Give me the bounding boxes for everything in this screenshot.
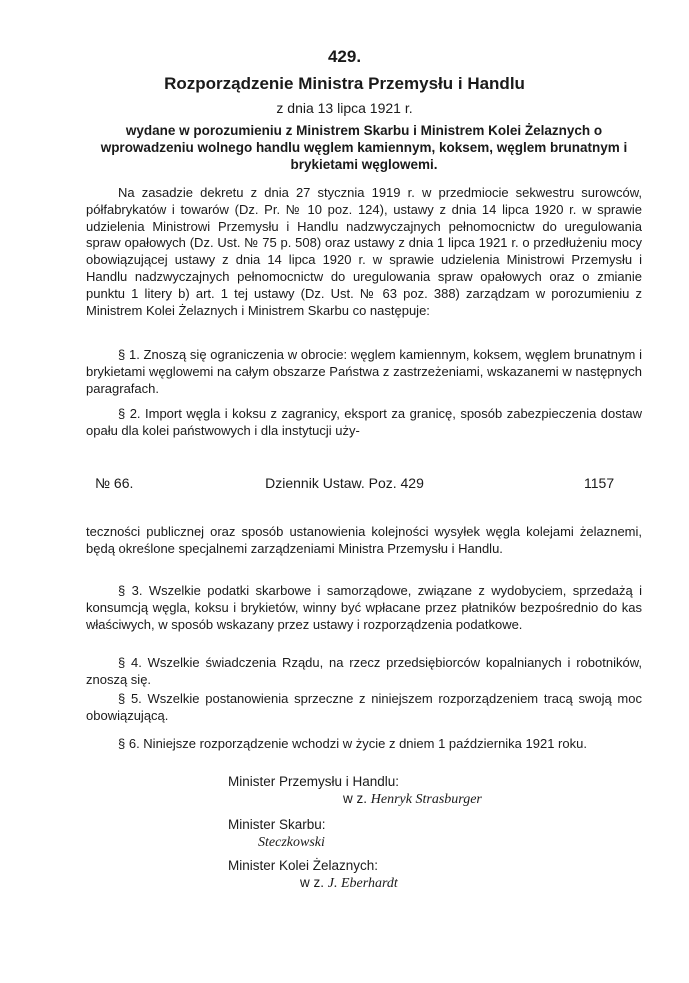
signature-prefix-3: w z. xyxy=(300,875,325,890)
signature-prefix-1: w z. xyxy=(343,791,368,806)
signature-role-3: Minister Kolei Żelaznych: xyxy=(228,858,379,873)
regulation-date: z dnia 13 lipca 1921 r. xyxy=(276,100,413,116)
signature-line-3 xyxy=(300,875,398,892)
page-number: 1157 xyxy=(584,475,615,491)
signature-role-1: Minister Przemysłu i Handlu: xyxy=(228,774,400,789)
paragraph-2-continuation: teczności publicznej oraz sposób ustanowienia kolejności wysyłek węgla kolejami żelaznemi, będą określone specjalnemi zarządzeniami Ministra Przemysłu i Handlu. xyxy=(86,524,642,556)
issue-number: № 66. xyxy=(95,475,134,491)
signature-role-2: Minister Skarbu: xyxy=(228,817,326,832)
paragraph-3: § 3. Wszelkie podatki skarbowe i samorządowe, związane z wydobyciem, sprzedażą i konsumcją węgla, koksu i brykietów, winny być wpłacane przez płatników bezpośrednio do kas właściwych, w sposób wskazany przez ustawy i rozporządzenia podatkowe. xyxy=(86,583,642,632)
signature-name-3: J. Eberhardt xyxy=(327,876,398,891)
signature-line-2 xyxy=(258,834,325,851)
paragraph-2: § 2. Import węgla i koksu z zagranicy, eksport za granicę, sposób zabezpieczenia dostaw opału dla kolei państwowych i dla instytucji uży- xyxy=(86,406,642,438)
paragraph-1: § 1. Znoszą się ograniczenia w obrocie: węglem kamiennym, koksem, węglem brunatnym i brykietami węglowemi na całym obszarze Państwa z zastrzeżeniami, wskazanemi w następnych paragrafach. xyxy=(86,347,642,396)
paragraph-5: § 5. Wszelkie postanowienia sprzeczne z niniejszem rozporządzeniem tracą swoją moc obowiązującą. xyxy=(86,691,642,723)
journal-reference: Dziennik Ustaw. Poz. 429 xyxy=(265,475,424,491)
signature-name-1: Henryk Strasburger xyxy=(370,792,482,807)
item-number: 429. xyxy=(327,47,362,66)
preamble: Na zasadzie dekretu z dnia 27 stycznia 1919 r. w przedmiocie sekwestru surowców, półfabrykatów i towarów (Dz. Pr. № 10 poz. 124), ustawy z dnia 14 lipca 1920 r. w sprawie udzielenia Ministrowi Przemysłu i Handlu nadzwyczajnych pełnomocnictw do uregulowania spraw opałowych (Dz. Ust. № 75 p. 508) oraz ustawy z dnia 1 lipca 1921 r. o przedłużeniu mocy obowiązującej ustawy z dnia 14 lipca 1920 r. w sprawie udzielenia Ministrowi Przemysłu i Handlu nadzwyczajnych pełnomocnictw do uregulowania spraw opałowych oraz o zmianie punktu 1 litery b) art. 1 tej ustawy (Dz. Ust. № 63 poz. 388) zarządzam w porozumieniu z Ministrem Kolei Żelaznych i Ministrem Skarbu co następuje: xyxy=(86,185,642,318)
signature-name-2: Steczkowski xyxy=(258,835,325,850)
paragraph-6: § 6. Niniejsze rozporządzenie wchodzi w życie z dniem 1 października 1921 roku. xyxy=(118,736,587,751)
paragraph-4: § 4. Wszelkie świadczenia Rządu, na rzecz przedsiębiorców kopalnianych i robotników, znoszą się. xyxy=(86,655,642,687)
regulation-title: Rozporządzenie Ministra Przemysłu i Handlu xyxy=(164,74,525,93)
regulation-subtitle: wydane w porozumieniu z Ministrem Skarbu i Ministrem Kolei Żelaznych o wprowadzeniu wolnego handlu węglem kamiennym, koksem, węglem brunatnym i brykietami węglowemi. xyxy=(100,123,628,172)
signature-line-1 xyxy=(343,791,482,808)
